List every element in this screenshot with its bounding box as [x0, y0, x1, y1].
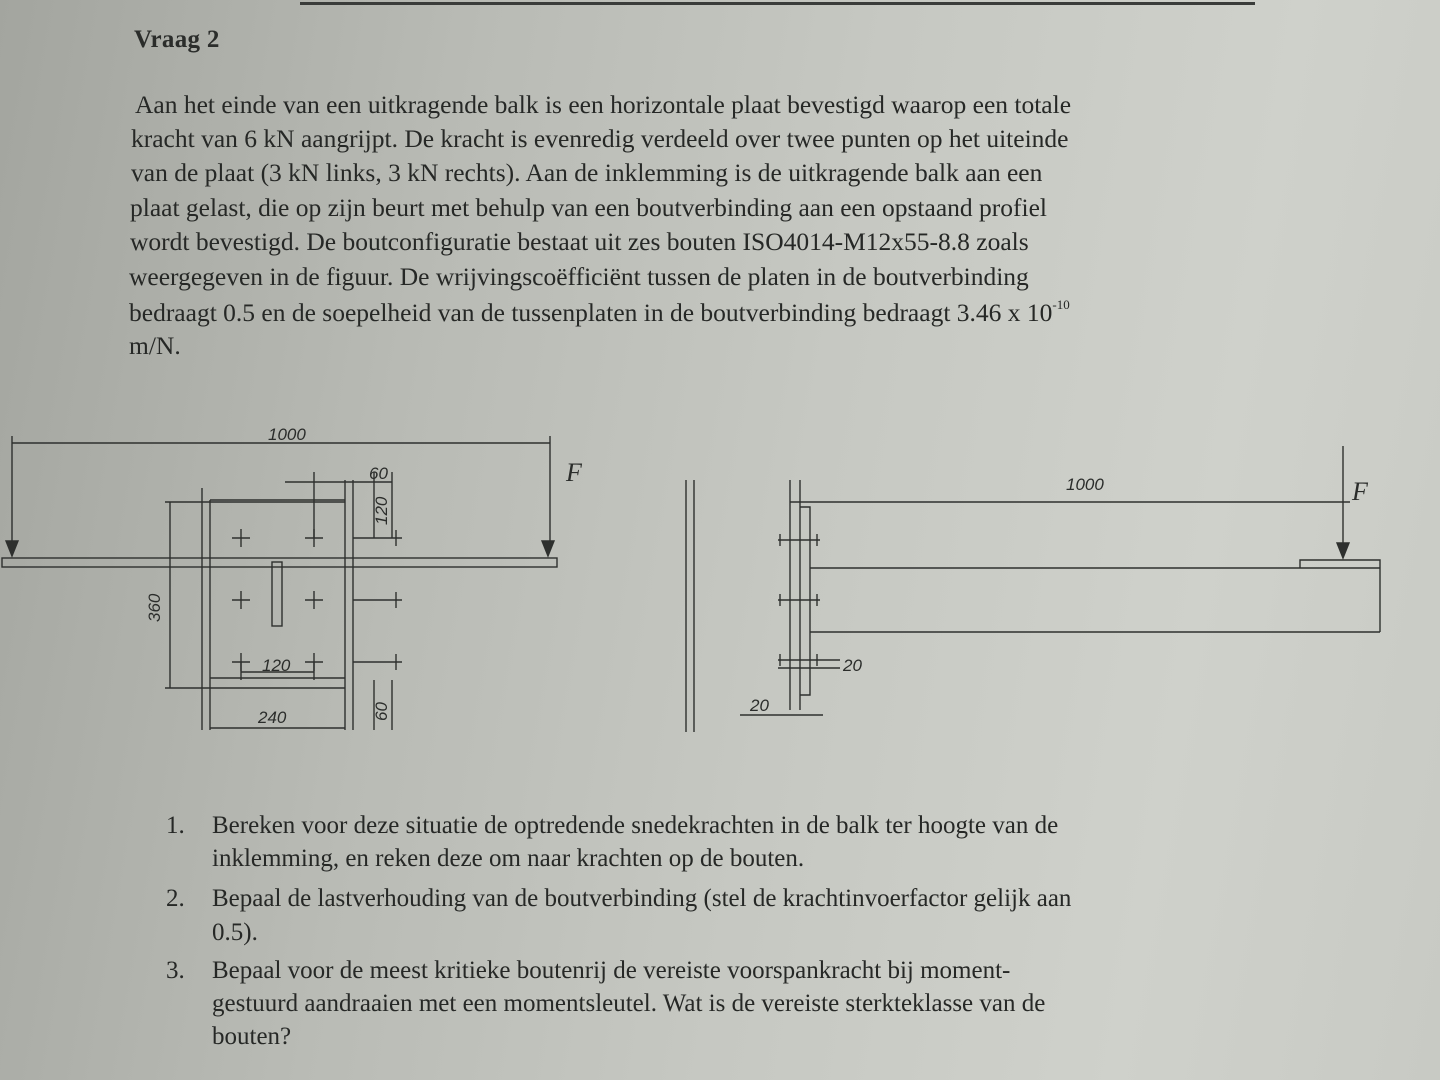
intro-line: weergegeven in de figuur. De wrijvingscoëfficiënt tussen de platen in de boutverbinding — [129, 262, 1029, 291]
question-list — [0, 812, 1440, 1062]
dimension-20-right: 20 — [843, 656, 862, 675]
intro-paragraph — [0, 90, 1440, 370]
force-label: F — [566, 458, 582, 487]
top-rule — [300, 2, 1255, 5]
intro-line-text: bedraagt 0.5 en de soepelheid van de tussenplaten in de boutverbinding bedraagt 3.46 x 10 — [129, 298, 1053, 327]
dimension-240: 240 — [258, 708, 287, 727]
side-force-label: F — [1352, 477, 1368, 506]
question-line: Bereken voor deze situatie de optredende snedekrachten in de balk ter hoogte van de — [212, 812, 1059, 839]
question-number: 1. — [166, 812, 185, 839]
intro-line — [129, 297, 1070, 328]
question-line: 0.5). — [212, 919, 258, 946]
question-line: bouten? — [212, 1023, 292, 1050]
side-span-label: 1000 — [1066, 475, 1104, 494]
question-heading: Vraag 2 — [134, 26, 220, 53]
figure-labels — [0, 410, 1440, 750]
question-number: 3. — [166, 957, 185, 984]
dimension-60-top: 60 — [369, 464, 388, 483]
question-line: Bepaal de lastverhouding van de boutverbinding (stel de krachtinvoerfactor gelijk aan — [212, 885, 1072, 912]
dimension-120-horizontal: 120 — [262, 656, 291, 675]
span-label: 1000 — [268, 425, 306, 444]
intro-line: kracht van 6 kN aangrijpt. De kracht is evenredig verdeeld over twee punten op het uiteinde — [131, 124, 1069, 153]
intro-line: m/N. — [129, 331, 181, 360]
question-line: gestuurd aandraaien met een momentsleutel. Wat is de vereiste sterkteklasse van de — [212, 990, 1046, 1017]
question-line: inklemming, en reken deze om naar krachten op de bouten. — [212, 845, 805, 872]
dimension-360: 360 — [145, 593, 164, 622]
dimension-120-vertical: 120 — [372, 496, 391, 525]
intro-line: wordt bevestigd. De boutconfiguratie bestaat uit zes bouten ISO4014-M12x55-8.8 zoals — [130, 227, 1029, 256]
intro-line: plaat gelast, die op zijn beurt met behulp van een boutverbinding aan een opstaand profiel — [130, 193, 1047, 222]
intro-line: van de plaat (3 kN links, 3 kN rechts). Aan de inklemming is de uitkragende balk aan een — [131, 158, 1043, 187]
question-number: 2. — [166, 885, 185, 912]
exponent: -10 — [1052, 297, 1070, 312]
dimension-20-left: 20 — [750, 696, 769, 715]
technical-figure — [0, 410, 1440, 750]
dimension-60-bottom: 60 — [372, 702, 391, 721]
question-line: Bepaal voor de meest kritieke boutenrij de vereiste voorspankracht bij moment- — [212, 957, 1011, 984]
intro-line: Aan het einde van een uitkragende balk is een horizontale plaat bevestigd waarop een totale — [135, 90, 1072, 119]
